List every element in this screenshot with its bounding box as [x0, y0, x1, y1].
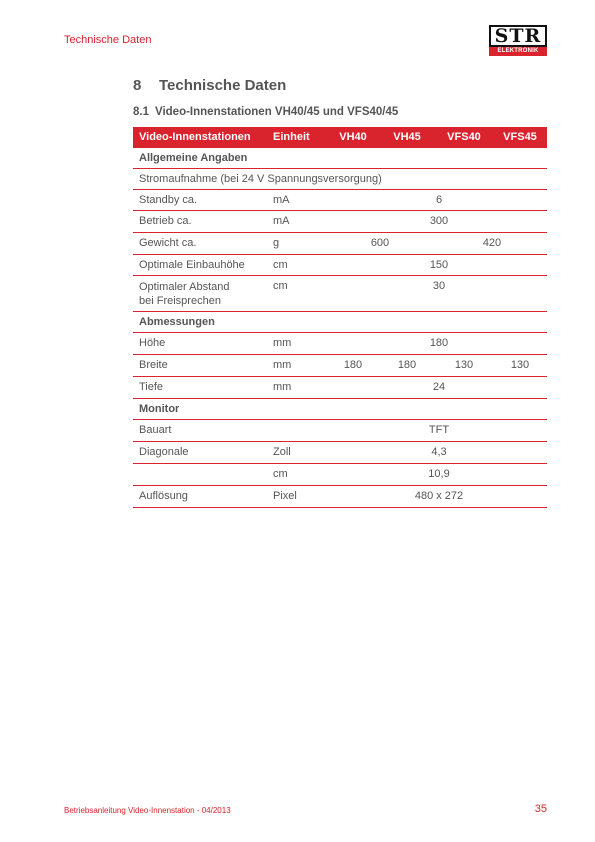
section-heading — [133, 106, 398, 118]
row-label-line1: Optimaler Abstand — [139, 281, 230, 293]
row-value: 150 — [429, 259, 449, 271]
row-unit: mm — [273, 381, 292, 393]
row-value: TFT — [428, 424, 450, 436]
row-label-line2: bei Freisprechen — [139, 295, 221, 307]
col-header-vfs45: VFS45 — [503, 131, 537, 143]
row-label: Breite — [139, 359, 168, 371]
row-label: Stromaufnahme (bei 24 V Spannungsversorgung) — [139, 173, 382, 185]
col-header-unit: Einheit — [273, 131, 310, 143]
row-value-vh40: 180 — [343, 359, 363, 371]
row-value: 10,9 — [428, 468, 450, 480]
row-value: 300 — [429, 215, 449, 227]
table-row — [133, 420, 547, 442]
table-row — [133, 255, 547, 276]
logo-subtitle: ELEKTRONIK — [489, 47, 547, 56]
table-header — [133, 127, 547, 148]
table-row — [133, 333, 547, 355]
chapter-heading — [133, 77, 286, 94]
row-label — [139, 280, 230, 308]
row-unit: cm — [273, 468, 288, 480]
table-row — [133, 169, 547, 190]
col-header-station: Video-Innenstationen — [139, 131, 251, 143]
row-unit: mm — [273, 359, 292, 371]
row-label: Diagonale — [139, 446, 189, 458]
str-logo — [489, 25, 547, 57]
row-unit: g — [273, 237, 280, 249]
table-row — [133, 312, 547, 333]
table-row — [133, 148, 547, 169]
section-title: Video-Innenstationen VH40/45 und VFS40/45 — [155, 106, 399, 118]
footer-document-title: Betriebsanleitung Video-Innenstation - 04/2013 — [64, 806, 231, 815]
row-unit: cm — [273, 280, 288, 292]
row-label: Betrieb ca. — [139, 215, 192, 227]
row-value-vfs45: 130 — [510, 359, 530, 371]
table-row — [133, 355, 547, 377]
row-value: 30 — [432, 280, 446, 292]
row-value: 4,3 — [431, 446, 447, 458]
table-row — [133, 233, 547, 255]
page-number: 35 — [534, 803, 547, 815]
col-header-vfs40: VFS40 — [447, 131, 481, 143]
logo-brand: STR — [489, 25, 547, 47]
row-unit: mA — [273, 215, 290, 227]
row-value-vfs40: 130 — [454, 359, 474, 371]
row-value: 24 — [432, 381, 446, 393]
specs-table — [133, 127, 547, 508]
row-value-vh: 600 — [370, 237, 390, 249]
row-label: Bauart — [139, 424, 172, 436]
row-label: Allgemeine Angaben — [139, 152, 248, 164]
row-unit: Pixel — [273, 490, 297, 502]
chapter-number: 8 — [133, 77, 142, 94]
col-header-vh40: VH40 — [339, 131, 367, 143]
table-row — [133, 190, 547, 211]
row-label: Abmessungen — [139, 316, 215, 328]
row-label: Monitor — [139, 403, 180, 415]
row-label: Gewicht ca. — [139, 237, 197, 249]
table-row — [133, 442, 547, 464]
col-header-vh45: VH45 — [393, 131, 421, 143]
row-label: Auflösung — [139, 490, 188, 502]
table-row — [133, 464, 547, 486]
running-header: Technische Daten — [64, 34, 152, 46]
row-unit: mA — [273, 194, 290, 206]
row-value-vh45: 180 — [397, 359, 417, 371]
table-row — [133, 486, 547, 508]
row-value: 180 — [429, 337, 449, 349]
chapter-title: Technische Daten — [159, 77, 287, 94]
row-label: Standby ca. — [139, 194, 198, 206]
row-unit: Zoll — [273, 446, 291, 458]
row-label: Optimale Einbauhöhe — [139, 259, 245, 271]
table-row — [133, 276, 547, 312]
row-value: 480 x 272 — [414, 490, 464, 502]
row-label: Tiefe — [139, 381, 164, 393]
table-row — [133, 377, 547, 399]
table-row — [133, 399, 547, 420]
section-number: 8.1 — [133, 106, 149, 118]
row-unit: mm — [273, 337, 292, 349]
table-row — [133, 211, 547, 233]
row-value-vfs: 420 — [482, 237, 502, 249]
row-value: 6 — [435, 194, 443, 206]
row-unit: cm — [273, 259, 288, 271]
row-label: Höhe — [139, 337, 166, 349]
